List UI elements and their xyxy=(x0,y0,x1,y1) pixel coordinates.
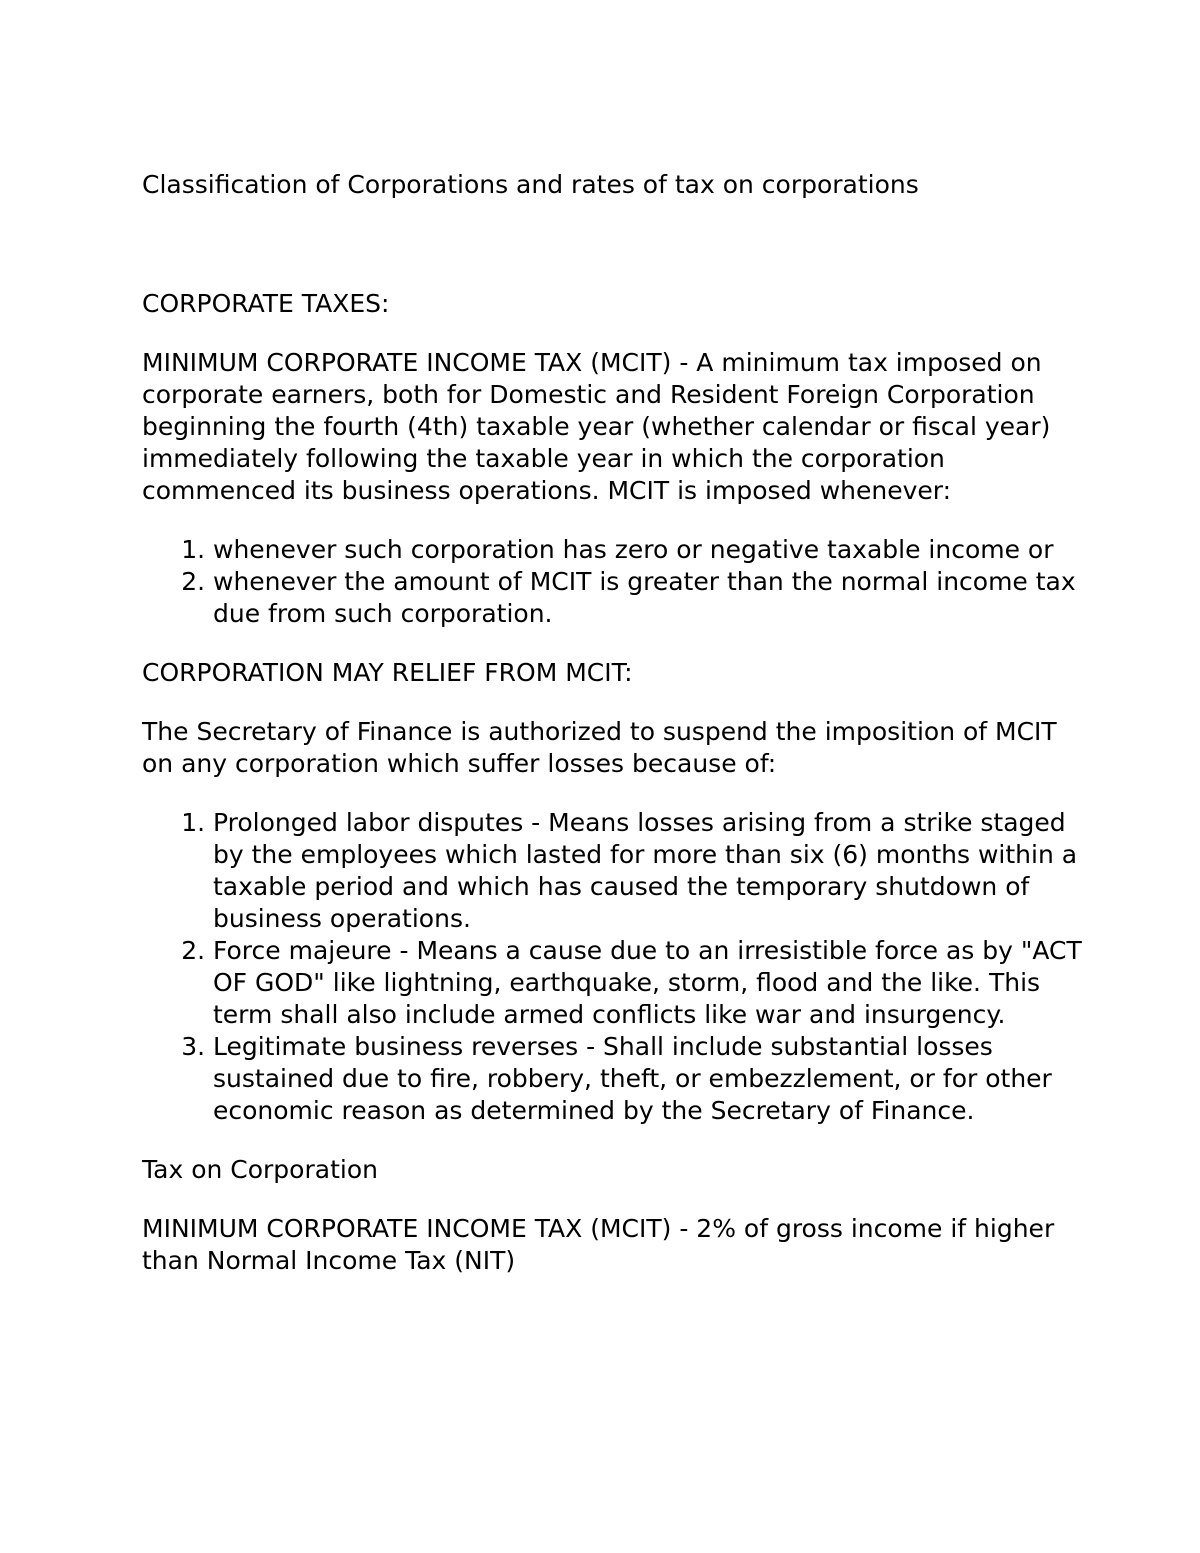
list-item: 3. Legitimate business reverses - Shall include substantial losses sustained due to fire, robbery, theft, or embezzlement, or for other economic reason as determined by the Secretary of Finance. xyxy=(213,1031,1082,1127)
corporate-taxes-heading: CORPORATE TAXES: xyxy=(142,289,390,318)
list-item: 2. whenever the amount of MCIT is greater than the normal income tax due from such corporation. xyxy=(213,566,1082,630)
document-title: Classification of Corporations and rates of tax on corporations xyxy=(142,170,919,199)
list-item: 1. whenever such corporation has zero or negative taxable income or xyxy=(213,534,1082,566)
list-item: 1. Prolonged labor disputes - Means losses arising from a strike staged by the employees which lasted for more than six (6) months within a taxable period and which has caused the temporary shutdown of business operations. xyxy=(213,807,1082,935)
document-body xyxy=(142,169,1082,1304)
relief-intro-paragraph: The Secretary of Finance is authorized to suspend the imposition of MCIT on any corporation which suffer losses because of: xyxy=(142,717,1057,778)
mcit-rate-paragraph: MINIMUM CORPORATE INCOME TAX (MCIT) - 2% of gross income if higher than Normal Income Tax (NIT) xyxy=(142,1214,1055,1275)
relief-reasons-list xyxy=(142,807,1082,1127)
list-item: 2. Force majeure - Means a cause due to an irresistible force as by "ACT OF GOD" like lightning, earthquake, storm, flood and the like. This term shall also include armed conflicts like war and insurgency. xyxy=(213,935,1082,1031)
tax-on-corporation-heading: Tax on Corporation xyxy=(142,1155,378,1184)
mcit-conditions-list xyxy=(142,534,1082,630)
mcit-definition-paragraph: MINIMUM CORPORATE INCOME TAX (MCIT) - A minimum tax imposed on corporate earners, both for Domestic and Resident Foreign Corporation beginning the fourth (4th) taxable year (whether calendar or fiscal year) immediately following the taxable year in which the corporation commenced its business operations. MCIT is imposed whenever: xyxy=(142,348,1051,505)
relief-heading: CORPORATION MAY RELIEF FROM MCIT: xyxy=(142,658,633,687)
